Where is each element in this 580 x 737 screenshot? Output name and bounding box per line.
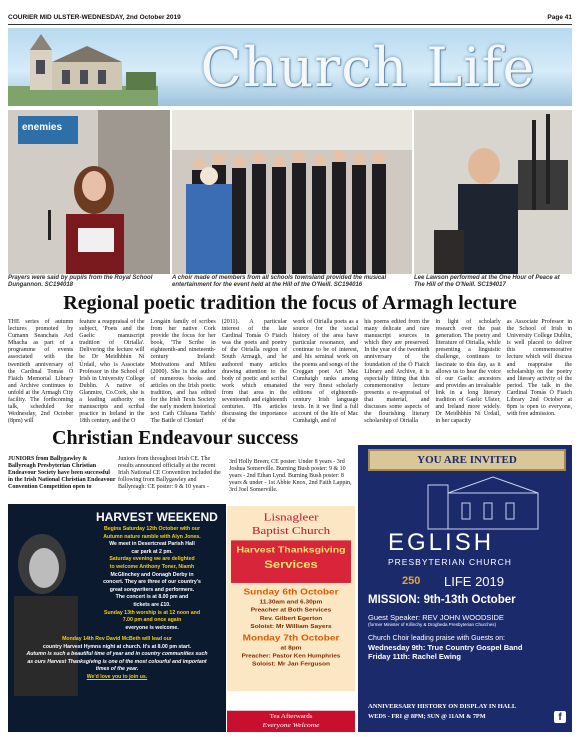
photo-sign-text: enemies <box>22 122 63 133</box>
harvest-line: Saturday evening we are delighted <box>109 556 195 563</box>
eglish-wed: Wednesday 9th: True Country Gospel Band <box>368 643 523 652</box>
lis-line: Preacher: Pastor Ken Humphries <box>241 653 341 660</box>
photo-pupil-reading <box>8 110 170 274</box>
ce-column-1: JUNIORS from Ballygawley & Ballyreagh Presbyterian Christian Endeavour Society have been successful in the Irish National Christian Endeavour Convention Competition open to <box>8 456 116 490</box>
lis-tea: Tea Afterwards <box>269 713 313 720</box>
singer-silhouette <box>8 504 88 732</box>
eglish-speaker-note: (former Minister of Killinchy & Drogheda Presbyterian Churches) <box>368 622 497 627</box>
lis-line: Preacher at Both Services <box>250 607 332 614</box>
lis-body <box>227 588 355 667</box>
caption-1: Prayers were said by pupils from the Royal School Dungannon. SC194018 <box>8 275 153 288</box>
lisnagleer-ad <box>227 506 355 729</box>
ce-column-3: 3rd Holly Breen; CE poster: Under 8 years - 3rd Joshua Somerville. Burning Bush poster: 9 & 10 years - 2nd Ethan Lynd. Burning Bush poster: 8 years & under - 1st Abbie Knox, 2nd Faith Lappin, 3rd Joel Somerville. <box>229 459 352 493</box>
eglish-ad <box>358 445 572 732</box>
harvest-line: to welcome Anthony Toner, Niamh <box>109 563 195 570</box>
harvest-line: McGlinchey and Oonagh Derby in <box>110 571 194 578</box>
eglish-anniv: 250 <box>402 575 421 587</box>
facebook-icon: f <box>554 711 566 723</box>
eglish-invite: YOU ARE INVITED <box>417 454 517 466</box>
church-drawing <box>428 475 568 533</box>
lecture-column-3: Longáin family of scribes from her native Cork provide the focus for her book, 'The Scribe in eighteenth-and nineteenth-century Ireland: Motivations and Milieu (2000). She is the author of numerous books and articles on the Irish poetic tradition, and has edited for the Irish Texts Society the early modern historical text Cath Chluana Tarbh/ The Battle of Clontarf <box>150 319 216 425</box>
lis-welcome: Everyone Welcome <box>262 721 320 729</box>
eglish-invite-banner <box>368 449 566 471</box>
eglish-name: EGLISH <box>388 529 495 556</box>
church-life-banner <box>8 28 572 106</box>
eglish-fri: Friday 11th: Rachel Ewing <box>368 652 461 661</box>
lecture-column-5: work of Oirialla poets as a source for the social history of the area have particular resonance, and continue to be of interest, and his seminal work on the poems and songs of the Creggan poet Art Mac Cumhaigh ranks among the very finest scholarly editions of eighteenth-century Irish language texts. In it we find a full account of the life of Mac Cumhaigh, and of <box>293 319 359 425</box>
lis-line: Sunday 6th October <box>243 587 339 597</box>
church-illustration <box>8 28 158 106</box>
lecture-article <box>8 319 572 423</box>
masthead-title: COURIER MID ULSTER-WEDNESDAY, 2nd October 2019 <box>8 14 181 21</box>
banner-title: Church Life <box>200 36 536 99</box>
caption-3: Lee Lawson performed at the One Hour of Peace at The Hill of the O'Neill. SC194017 <box>414 275 560 288</box>
eglish-life: LIFE 2019 <box>444 574 504 589</box>
lis-banner-1: Harvest Thanksgiving <box>236 545 346 556</box>
lecture-column-6: his poems edited from the many delicate and rare manuscript sources in which they are preserved. In the year of the twentieth anniversary of the foundation of the Ó Fiaich Library and Archive, it is especially fitting that this commemorative lecture presents a re-appraisal of that material, and discusses some aspects of the flourishing literary scholarship of Oirialla <box>364 319 430 425</box>
lis-title-1: Lisnagleer <box>263 510 319 524</box>
photo-pupil-reading-image <box>8 110 170 274</box>
harvest-line: great songwriters and performers. <box>109 586 195 593</box>
lis-footer <box>227 711 355 732</box>
eglish-speaker: Guest Speaker: REV JOHN WOODSIDE <box>368 613 504 622</box>
lecture-column-2: feature a reappraisal of the subject, 'Poets and the Gaelic manuscript tradition of Oirialla'. Delivering the lecture will be Dr Meidhbhín Ní Úrdail, who is Associate Professor in the School of Irish in University College Dublin. A native of Glanmire, Co.Cork, she is a leading authority on manuscripts and scribal practice in Ireland in the 18th century, and the O <box>79 319 145 425</box>
lecture-column-7: in light of scholarly research over the past generation. The poetry and literature of Oirialla, while presenting a linguistic challenge, continues to fascinate to this day, as it allows us to hear the voice of our Gaelic ancestors and provides an invaluable link in a long literary tradition of Gaelic Ulster, and Ireland more widely. Dr Meidhbhín Ní Úrdail, in her capacity <box>435 319 501 425</box>
harvest-line: Autumn nature ramble with Alyn Jones. <box>103 533 201 540</box>
harvest-line: Begins Saturday 12th October with our <box>104 526 200 532</box>
harvest-weekend-ad <box>8 504 226 732</box>
ce-column-2: Juniors from throughout Irish CE. The results announced officially at the recent Irish National CE Convention included the following from Ballygawley and Ballyreagh: CE poster: 9 & 10 years - <box>118 456 221 490</box>
eglish-anniv-badge <box>402 575 420 587</box>
lis-line: 11.30am and 6.30pm <box>259 599 323 606</box>
ce-headline: Christian Endeavour success <box>52 427 299 449</box>
harvest-lines-wide <box>12 636 222 682</box>
lis-harvest-banner <box>231 540 351 583</box>
harvest-lines <box>80 526 224 632</box>
harvest-line: 7.00 pm and once again <box>122 617 182 624</box>
photo-choir-image <box>172 110 412 274</box>
eglish-choir: Church Choir leading praise with Guests on: <box>368 635 505 642</box>
lis-line: Rev. Gilbert Egerton <box>259 615 323 622</box>
masthead <box>8 14 572 24</box>
harvest-line: car park at 2 pm. <box>131 548 173 555</box>
lecture-column-8: as Associate Professor in the School of Irish in University College Dublin, is well placed to deliver this commemorative lecture which will discuss and reappraise the scholarship on the poetry and literary activity of the period. The talk in the Cardinal Tomás Ó Fiaich Library 2nd October at 8pm is open to everyone, with free admission. <box>506 319 572 418</box>
harvest-line: everyone is welcome. <box>125 624 179 631</box>
harvest-line: concert. They are three of our country's <box>103 579 201 586</box>
harvest-line: Autumn is such a beautiful time of year and in country communities such <box>26 651 208 658</box>
harvest-line: Monday 14th Rev David McBeth will lead our <box>62 636 172 642</box>
lis-line: at 8pm <box>280 645 302 651</box>
eglish-history: ANNIVERSARY HISTORY ON DISPLAY IN HALL <box>368 703 517 710</box>
eglish-mission: MISSION: 9th-13th October <box>368 594 516 606</box>
photo-piper-image <box>414 110 572 274</box>
lis-line: Soloist: Mr William Sayers <box>250 623 332 630</box>
harvest-line: Sunday 13th worship is at 12 noon and <box>104 609 200 616</box>
eglish-times: WEDS - FRI @ 8PM; SUN @ 11AM & 7PM <box>368 713 486 720</box>
harvest-line: We meet in Desertcreat Parish Hall <box>109 541 195 548</box>
photo-piper <box>414 110 572 274</box>
eglish-info <box>368 613 568 661</box>
lis-line: Monday 7th October <box>242 633 340 643</box>
photo-choir <box>172 110 412 274</box>
lis-banner-2: Services <box>264 558 318 571</box>
harvest-line: The concert is at 8.00 pm and <box>115 594 189 601</box>
masthead-rule <box>8 24 572 25</box>
harvest-line: country Harvest Hymns night at church. It's at 8.00 pm start. <box>42 643 192 650</box>
caption-2: A choir made of members from all schools townsland provided the musical entertainment for the event held at the Hill of the O'Neill. SC194016 <box>172 275 387 288</box>
harvest-line: as ours Harvest Thanksgiving is one of the most colourful and important <box>27 658 207 665</box>
lecture-column-1: THE series of autumn lectures promoted by Cumann Seanchais Ard Mhacha as part of a programme of events associated with the twentieth anniversary of the Cardinal Tomás Ó Fiaich Memorial Library and Archive continues to unfold at the Armagh City facility. The forthcoming talk, scheduled for Wednesday, 2nd October (8pm) will <box>8 319 74 425</box>
harvest-line: We'd love you to join us. <box>86 673 148 680</box>
lecture-headline: Regional poetic tradition the focus of Armagh lecture <box>63 292 517 314</box>
eglish-sub: PRESBYTERIAN CHURCH <box>388 557 512 567</box>
lecture-column-4: (2011). A particular interest of the late Cardinal Tomás Ó Fiaich was the poets and poetry of the Oirialla region of South Armagh, and he authored many articles drawing attention to the body of poetic and scribal work which emanated from that area in the seventeenth and eighteenth centuries. His articles discussing the importance of the <box>221 319 287 425</box>
harvest-line: times of the year. <box>95 666 139 673</box>
lis-line: Soloist: Mr Jan Ferguson <box>251 661 330 668</box>
lis-title-2: Baptist Church <box>251 524 331 537</box>
page-number: Page 41 <box>547 14 572 21</box>
harvest-line: tickets are £10. <box>133 601 171 608</box>
harvest-title: HARVEST WEEKEND <box>96 510 218 524</box>
